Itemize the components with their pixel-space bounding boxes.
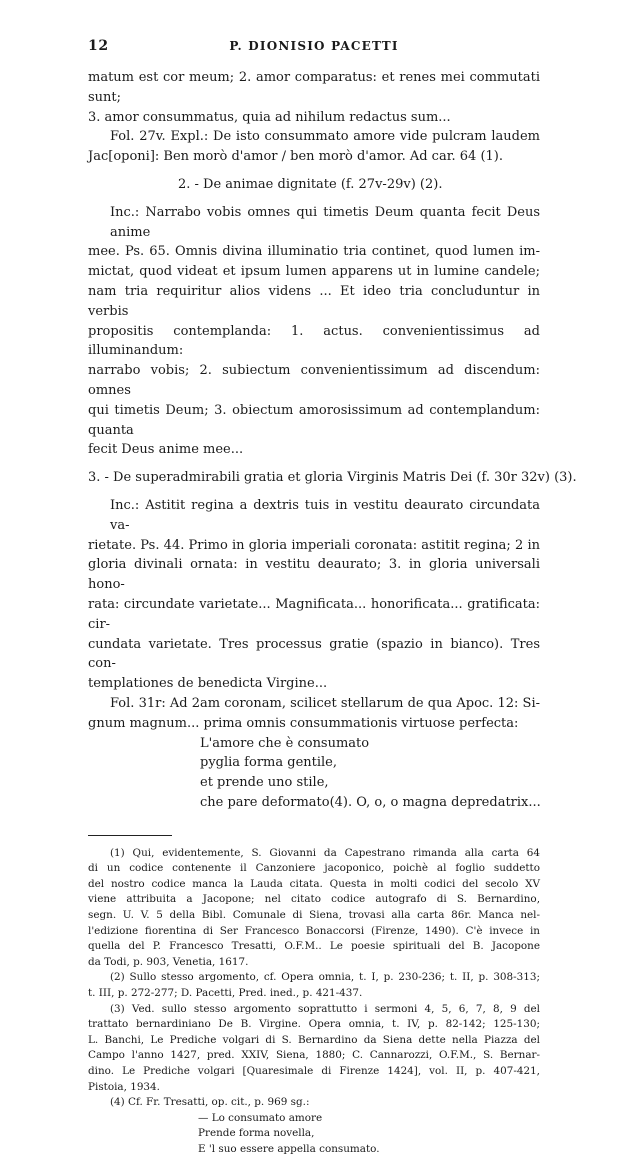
section-heading: 2. - De animae dignitate (f. 27v-29v) (2).: [178, 176, 443, 192]
text-line: rata: circundate varietate... Magnificata... honorificata... gratificata: cir-: [88, 596, 540, 632]
footnote-line: da Todi, p. 903, Venetia, 1617.: [88, 955, 249, 968]
footnote-line: Campo l'anno 1427, pred. XXIV, Siena, 1880; C. Cannarozzi, O.F.M., S. Bernar-: [88, 1049, 540, 1062]
text-line: rietate. Ps. 44. Primo in gloria imperiali coronata: astitit regina; 2 in: [88, 537, 540, 553]
text-line: gnum magnum... prima omnis consummationis virtuose perfecta:: [88, 715, 519, 731]
text-line: Inc.: Narrabo vobis omnes qui timetis Deum quanta fecit Deus anime: [110, 204, 540, 240]
verse-line: et prende uno stile,: [200, 775, 329, 791]
footnote-verse-line: — Lo consumato amore: [198, 1111, 323, 1124]
verse-line: che pare deformato(4). O, o, o magna depredatrix...: [200, 794, 541, 810]
footnote-line: del nostro codice manca la Lauda citata. Questa in molti codici del secolo XV: [88, 877, 540, 890]
text-line: fecit Deus anime mee...: [88, 442, 244, 458]
verse-line: pyglia forma gentile,: [200, 755, 338, 771]
footnote-line: (2) Sullo stesso argomento, cf. Opera omnia, t. I, p. 230-236; t. II, p. 308-313;: [110, 971, 540, 984]
footnote-line: viene attribuita a Jacopone; nel citato codice autografo di S. Bernardino,: [88, 893, 540, 906]
footnote-line: di un codice contenente il Canzoniere jacoponico, poichè al foglio suddetto: [88, 862, 540, 875]
text-line: mictat, quod videat et ipsum lumen apparens ut in lumine candele;: [88, 264, 540, 280]
footnote-line: t. III, p. 272-277; D. Pacetti, Pred. ined., p. 421-437.: [88, 987, 363, 1000]
text-line: gloria divinali ornata: in vestitu deaurato; 3. in gloria universali hono-: [88, 557, 540, 593]
footnote-verse-line: Prende forma novella,: [198, 1127, 315, 1140]
text-line: templationes de benedicta Virgine...: [88, 676, 328, 692]
running-title: P. DIONISIO PACETTI: [229, 39, 399, 53]
page-number: 12: [88, 38, 109, 54]
footnote-line: Pistoia, 1934.: [88, 1080, 160, 1093]
footnote-line: trattato bernardiniano De B. Virgine. Opera omnia, t. IV, p. 82-142; 125-130;: [88, 1018, 540, 1031]
text-line: mee. Ps. 65. Omnis divina illuminatio tria continet, quod lumen im-: [88, 244, 540, 260]
text-line: cundata varietate. Tres processus gratie (spazio in bianco). Tres con-: [88, 636, 540, 672]
text-line: 3. amor consummatus, quia ad nihilum redactus sum...: [88, 109, 451, 125]
footnotes: [88, 846, 540, 1158]
text-line: propositis contemplanda: 1. actus. convenientissimus ad illuminandum:: [88, 323, 540, 359]
footnote-line: segn. U. V. 5 della Bibl. Comunale di Siena, trovasi alla carta 86r. Manca nel-: [88, 909, 540, 922]
page: [88, 38, 577, 1158]
page-header: [88, 38, 540, 60]
footnote-line: (4) Cf. Fr. Tresatti, op. cit., p. 969 sg.:: [110, 1096, 310, 1109]
footnote-line: dino. Le Prediche volgari [Quaresimale di Firenze 1424], vol. II, p. 407-421,: [88, 1065, 540, 1077]
text-line: Inc.: Astitit regina a dextris tuis in vestitu deaurato circundata va-: [110, 497, 540, 533]
section-heading: 3. - De superadmirabili gratia et gloria Virginis Matris Dei (f. 30r 32v) (3).: [88, 470, 577, 486]
text-line: Jac[oponi]: Ben morò d'amor / ben morò d'amor. Ad car. 64 (1).: [88, 149, 503, 165]
footnote-separator: [88, 835, 172, 836]
text-line: matum est cor meum; 2. amor comparatus: et renes mei commutati sunt;: [88, 70, 540, 105]
text-line: Fol. 31r: Ad 2am coronam, scilicet stellarum de qua Apoc. 12: Si-: [110, 695, 540, 711]
text-line: Fol. 27v. Expl.: De isto consummato amore vide pulcram laudem: [110, 129, 540, 145]
footnote-line: (1) Qui, evidentemente, S. Giovanni da Capestrano rimanda alla carta 64: [110, 846, 540, 859]
footnote-line: quella del P. Francesco Tresatti, O.F.M.. Le poesie spirituali del B. Jacopone: [88, 940, 540, 953]
text-line: qui timetis Deum; 3. obiectum amorosissimum ad contemplandum: quanta: [88, 402, 540, 438]
main-text: [88, 68, 577, 813]
footnote-line: l'edizione fiorentina di Ser Francesco Bonaccorsi (Firenze, 1490). C'è invece in: [88, 924, 540, 937]
footnote-line: L. Banchi, Le Prediche volgari di S. Bernardino da Siena dette nella Piazza del: [88, 1033, 540, 1046]
text-line: nam tria requiritur alios videns ... Et ideo tria concluduntur in verbis: [88, 283, 540, 319]
text-line: narrabo vobis; 2. subiectum convenientissimum ad discendum: omnes: [88, 363, 540, 398]
footnote-line: (3) Ved. sullo stesso argomento soprattutto i sermoni 4, 5, 6, 7, 8, 9 del: [110, 1002, 540, 1015]
verse-line: L'amore che è consumato: [200, 735, 370, 751]
footnote-verse-line: E 'l suo essere appella consumato.: [198, 1142, 380, 1155]
